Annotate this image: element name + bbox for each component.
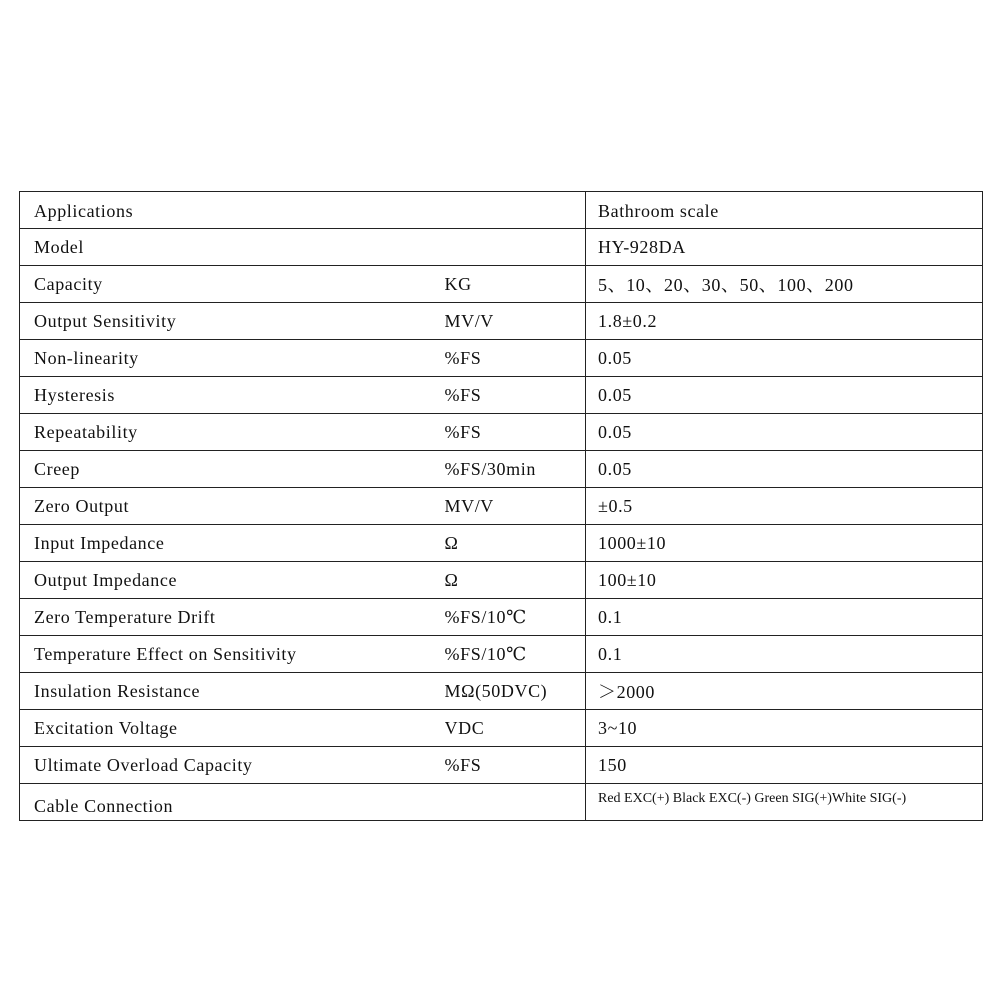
table-row [20, 266, 983, 303]
parameter-unit: %FS [445, 414, 586, 451]
parameter-unit: %FS [445, 377, 586, 414]
parameter-name: Applications [20, 192, 445, 229]
parameter-name: Creep [20, 451, 445, 488]
table-row [20, 414, 983, 451]
parameter-name: Cable Connection [20, 784, 445, 821]
parameter-unit: Ω [445, 525, 586, 562]
parameter-value: Red EXC(+) Black EXC(-) Green SIG(+)White SIG(-) [586, 784, 983, 821]
parameter-name: Zero Temperature Drift [20, 599, 445, 636]
parameter-value: 5、10、20、30、50、100、200 [586, 266, 983, 303]
parameter-value: ±0.5 [586, 488, 983, 525]
table-row [20, 303, 983, 340]
parameter-value: ＞2000 [586, 673, 983, 710]
table-row [20, 562, 983, 599]
parameter-value: Bathroom scale [586, 192, 983, 229]
table-row [20, 673, 983, 710]
parameter-unit: %FS [445, 340, 586, 377]
table-row [20, 747, 983, 784]
parameter-unit: MV/V [445, 303, 586, 340]
parameter-name: Excitation Voltage [20, 710, 445, 747]
table-row [20, 192, 983, 229]
table-row [20, 636, 983, 673]
parameter-value: 0.05 [586, 340, 983, 377]
parameter-value: 150 [586, 747, 983, 784]
parameter-unit: MΩ(50DVC) [445, 673, 586, 710]
parameter-unit [445, 229, 586, 266]
parameter-unit: Ω [445, 562, 586, 599]
parameter-value: 0.05 [586, 377, 983, 414]
spec-table [19, 191, 983, 821]
table-row [20, 525, 983, 562]
parameter-unit: %FS/10℃ [445, 636, 586, 673]
parameter-unit [445, 784, 586, 821]
table-row [20, 377, 983, 414]
parameter-unit: VDC [445, 710, 586, 747]
parameter-unit [445, 192, 586, 229]
parameter-name: Model [20, 229, 445, 266]
parameter-value: 0.05 [586, 414, 983, 451]
parameter-value: 100±10 [586, 562, 983, 599]
parameter-unit: KG [445, 266, 586, 303]
table-row [20, 488, 983, 525]
table-row [20, 340, 983, 377]
table-row [20, 599, 983, 636]
table-row [20, 451, 983, 488]
parameter-name: Non-linearity [20, 340, 445, 377]
table-row [20, 784, 983, 821]
parameter-name: Insulation Resistance [20, 673, 445, 710]
parameter-value: 1.8±0.2 [586, 303, 983, 340]
table-row [20, 229, 983, 266]
parameter-name: Repeatability [20, 414, 445, 451]
parameter-name: Hysteresis [20, 377, 445, 414]
parameter-value: HY-928DA [586, 229, 983, 266]
table-row [20, 710, 983, 747]
parameter-value: 1000±10 [586, 525, 983, 562]
parameter-value: 0.1 [586, 599, 983, 636]
parameter-name: Capacity [20, 266, 445, 303]
parameter-name: Input Impedance [20, 525, 445, 562]
parameter-unit: %FS [445, 747, 586, 784]
parameter-name: Ultimate Overload Capacity [20, 747, 445, 784]
parameter-value: 0.1 [586, 636, 983, 673]
parameter-name: Zero Output [20, 488, 445, 525]
parameter-value: 3~10 [586, 710, 983, 747]
parameter-name: Output Impedance [20, 562, 445, 599]
parameter-unit: %FS/10℃ [445, 599, 586, 636]
parameter-unit: %FS/30min [445, 451, 586, 488]
parameter-name: Temperature Effect on Sensitivity [20, 636, 445, 673]
parameter-name: Output Sensitivity [20, 303, 445, 340]
parameter-unit: MV/V [445, 488, 586, 525]
parameter-value: 0.05 [586, 451, 983, 488]
